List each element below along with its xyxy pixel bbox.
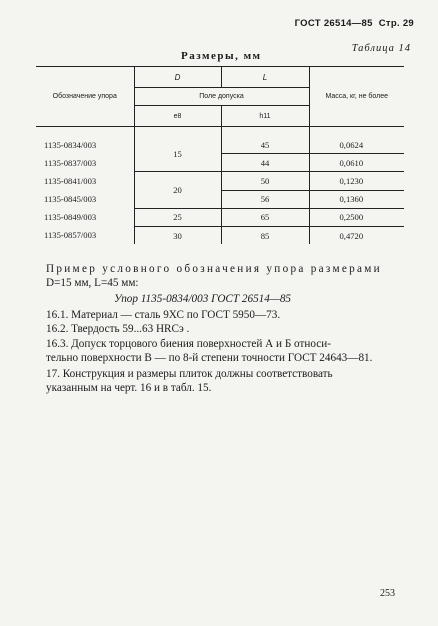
row-mass: 0,4720 <box>309 226 404 244</box>
header-mass: Масса, кг, не более <box>309 67 404 127</box>
standard-code: ГОСТ 26514—85 <box>294 18 373 29</box>
header-L: L <box>221 67 309 88</box>
header-designation: Обозначение упора <box>36 67 134 127</box>
row-code: 1135-0837/003 <box>44 157 97 168</box>
header-fit-L: h11 <box>221 106 309 127</box>
row-L: 65 <box>221 208 309 226</box>
row-L: 50 <box>221 172 309 190</box>
table-row <box>36 208 404 226</box>
row-code: 1135-0841/003 <box>44 175 97 186</box>
page-number: 253 <box>380 588 395 599</box>
row-D: 20 <box>134 172 221 208</box>
paragraph-16-2: 16.2. Твердость 59...63 HRCэ . <box>46 323 190 335</box>
paragraph-16-3-line1: 16.3. Допуск торцового биения поверхностей А и Б относи- <box>46 338 331 350</box>
header-fit-D: e8 <box>134 106 221 127</box>
paragraph-16-1: 16.1. Материал — сталь 9ХС по ГОСТ 5950—73. <box>46 309 281 321</box>
page-header <box>295 18 414 29</box>
row-mass: 0,1230 <box>309 172 404 190</box>
row-L: 44 <box>221 154 309 172</box>
table-title: Размеры, мм <box>181 50 262 62</box>
dimensions-table <box>36 66 404 244</box>
row-D: 15 <box>134 136 221 172</box>
header-D: D <box>134 67 221 88</box>
paragraph-17-line1: 17. Конструкция и размеры плиток должны соответствовать <box>46 368 333 380</box>
row-mass: 0,0610 <box>309 154 404 172</box>
page-label: Стр. 29 <box>378 18 414 29</box>
example-intro: Пример условного обозначения упора размерами <box>46 263 382 275</box>
row-code: 1135-0857/003 <box>44 230 97 241</box>
table-label: Таблица 14 <box>351 43 411 54</box>
table-row <box>36 172 404 190</box>
header-tolerance-field: Поле допуска <box>134 88 309 106</box>
paragraph-17-line2: указанным на черт. 16 и в табл. 15. <box>46 382 212 394</box>
row-mass: 0,1360 <box>309 190 404 208</box>
row-L: 85 <box>221 226 309 244</box>
row-D: 30 <box>134 226 221 244</box>
row-L: 45 <box>221 136 309 154</box>
row-code: 1135-0849/003 <box>44 212 97 223</box>
row-code: 1135-0834/003 <box>44 139 97 150</box>
table-row <box>36 226 404 244</box>
row-code: 1135-0845/003 <box>44 194 97 205</box>
row-mass: 0,0624 <box>309 136 404 154</box>
example-dimensions: D=15 мм, L=45 мм: <box>46 277 139 289</box>
example-designation: Упор 1135-0834/003 ГОСТ 26514—85 <box>114 293 292 305</box>
table-row <box>36 136 404 154</box>
row-D: 25 <box>134 208 221 226</box>
row-L: 56 <box>221 190 309 208</box>
paragraph-16-3-line2: тельно поверхности В — по 8-й степени точности ГОСТ 24643—81. <box>46 352 373 364</box>
row-mass: 0,2500 <box>309 208 404 226</box>
